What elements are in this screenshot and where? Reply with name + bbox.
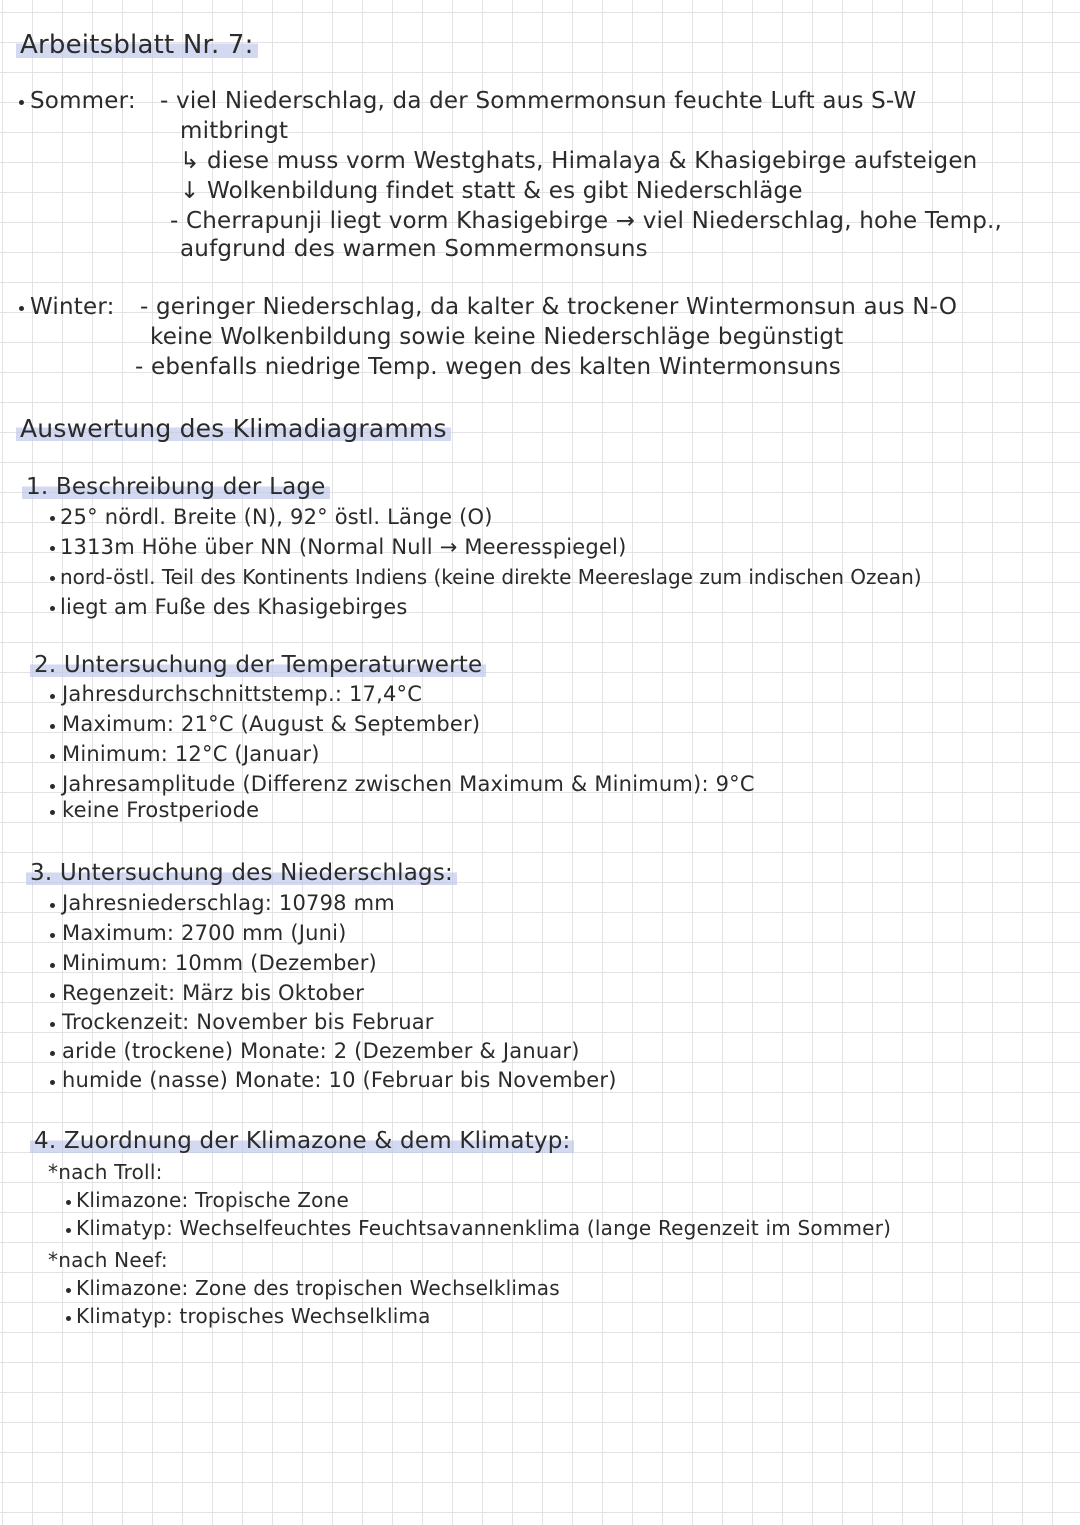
section-3-item: Jahresniederschlag: 10798 mm (62, 891, 395, 915)
section-2-item: Maximum: 21°C (August & September) (62, 712, 481, 736)
auswertung-heading: Auswertung des Klimadiagramms (16, 416, 451, 441)
section-1-item: liegt am Fuße des Khasigebirges (60, 595, 408, 619)
bullet (50, 1080, 55, 1085)
section-2-item: keine Frostperiode (62, 798, 260, 822)
bullet (50, 810, 55, 815)
bullet (50, 1022, 55, 1027)
winter-line: - geringer Niederschlag, da kalter & trockener Wintermonsun aus N-O (140, 294, 958, 320)
section-1-heading: 1. Beschreibung der Lage (22, 476, 330, 499)
troll-item: Klimazone: Tropische Zone (76, 1188, 349, 1212)
section-3-item: Maximum: 2700 mm (Juni) (62, 921, 347, 945)
bullet (50, 606, 55, 611)
section-3-item: Minimum: 10mm (Dezember) (62, 951, 377, 975)
section-4-heading: 4. Zuordnung der Klimazone & dem Klimatyp: (30, 1130, 574, 1153)
neef-label: *nach Neef: (48, 1248, 168, 1272)
bullet (50, 993, 55, 998)
sommer-line: - Cherrapunji liegt vorm Khasigebirge → viel Niederschlag, hohe Temp., (170, 208, 1003, 234)
section-2-item: Minimum: 12°C (Januar) (62, 742, 320, 766)
neef-item: Klimatyp: tropisches Wechselklima (76, 1304, 431, 1328)
troll-label: *nach Troll: (48, 1160, 163, 1184)
section-3-heading: 3. Untersuchung des Niederschlags: (26, 862, 457, 885)
bullet (66, 1228, 71, 1233)
page-title: Arbeitsblatt Nr. 7: (16, 32, 258, 58)
section-2-item: Jahresamplitude (Differenz zwischen Maximum & Minimum): 9°C (62, 772, 755, 796)
bullet (50, 963, 55, 968)
bullet (50, 933, 55, 938)
section-1-item: 1313m Höhe über NN (Normal Null → Meeresspiegel) (60, 535, 627, 559)
bullet (50, 516, 55, 521)
neef-item: Klimazone: Zone des tropischen Wechselklimas (76, 1276, 560, 1300)
section-1-item: 25° nördl. Breite (N), 92° östl. Länge (O) (60, 505, 493, 529)
section-3-item: Regenzeit: März bis Oktober (62, 981, 365, 1005)
bullet (50, 724, 55, 729)
bullet (50, 576, 55, 581)
troll-item: Klimatyp: Wechselfeuchtes Feuchtsavannenklima (lange Regenzeit im Sommer) (76, 1216, 892, 1240)
sommer-line: ↳ diese muss vorm Westghats, Himalaya & Khasigebirge aufsteigen (180, 148, 978, 174)
bullet (50, 546, 55, 551)
bullet (66, 1288, 71, 1293)
bullet (19, 306, 24, 311)
bullet (50, 903, 55, 908)
section-2-heading: 2. Untersuchung der Temperaturwerte (30, 654, 486, 677)
section-3-item: Trockenzeit: November bis Februar (62, 1010, 434, 1034)
section-3-item: aride (trockene) Monate: 2 (Dezember & Januar) (62, 1039, 580, 1063)
bullet (66, 1316, 71, 1321)
sommer-line: aufgrund des warmen Sommermonsuns (180, 236, 648, 262)
bullet (50, 784, 55, 789)
bullet (50, 754, 55, 759)
section-2-item: Jahresdurchschnittstemp.: 17,4°C (62, 682, 423, 706)
sommer-label: Sommer: (30, 88, 136, 114)
section-3-item: humide (nasse) Monate: 10 (Februar bis November) (62, 1068, 617, 1092)
section-1-item: nord-östl. Teil des Kontinents Indiens (keine direkte Meereslage zum indischen Ozean) (60, 565, 922, 589)
sommer-line: - viel Niederschlag, da der Sommermonsun feuchte Luft aus S-W (160, 88, 917, 114)
sommer-line: ↓ Wolkenbildung findet statt & es gibt Niederschläge (180, 178, 803, 204)
bullet (19, 100, 24, 105)
winter-line: - ebenfalls niedrige Temp. wegen des kalten Wintermonsuns (135, 354, 841, 380)
bullet (50, 1051, 55, 1056)
bullet (50, 694, 55, 699)
winter-label: Winter: (30, 294, 115, 320)
bullet (66, 1200, 71, 1205)
winter-line: keine Wolkenbildung sowie keine Niederschläge begünstigt (150, 324, 844, 350)
sommer-line: mitbringt (180, 118, 289, 144)
